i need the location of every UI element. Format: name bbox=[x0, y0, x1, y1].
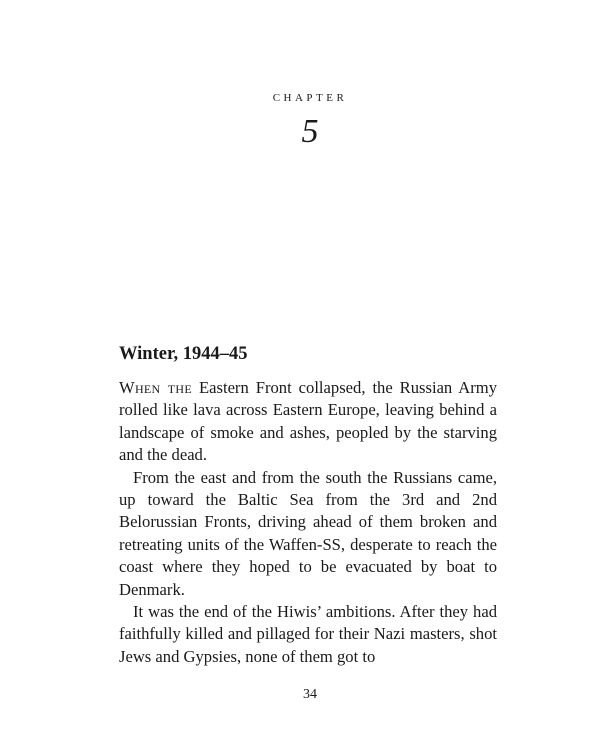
chapter-number: 5 bbox=[301, 113, 319, 150]
chapter-label: CHAPTER bbox=[272, 92, 348, 104]
paragraph-lead-smallcaps: When the bbox=[119, 378, 193, 397]
paragraph: From the east and from the south the Russians came, up toward the Baltic Sea from the 3rd and 2nd Belorussian Fronts, driving ahead of them broken and retreating units of the Waffen-SS, desperate to reach the coast where they hoped to be evacuated by boat to Denmark. bbox=[119, 467, 497, 599]
section-heading: Winter, 1944–45 bbox=[119, 344, 248, 364]
body-text bbox=[119, 377, 497, 668]
paragraph: It was the end of the Hiwis’ ambitions. After they had faithfully killed and pillaged for their Nazi masters, shot Jews and Gypsies, none of them got to bbox=[119, 602, 497, 666]
paragraph-text: Eastern Front collapsed, the Russian Army rolled like lava across Eastern Europe, leaving behind a landscape of smoke and ashes, peopled by the starving and the dead. bbox=[119, 378, 498, 465]
paragraph bbox=[119, 377, 497, 467]
page-number: 34 bbox=[303, 687, 317, 702]
